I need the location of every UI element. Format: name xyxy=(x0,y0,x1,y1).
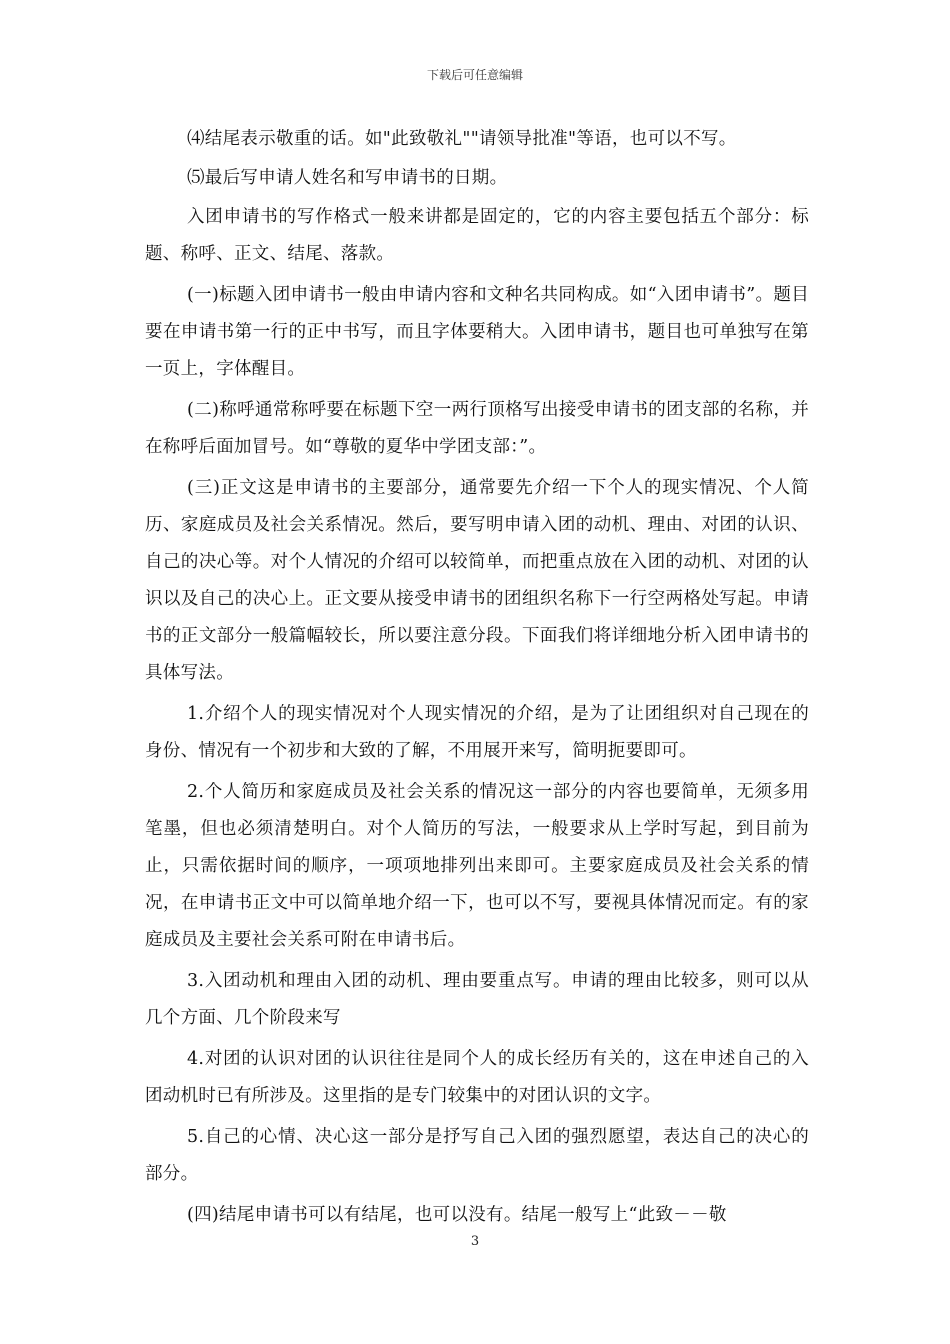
paragraph-point-4: 4.对团的认识对团的认识往往是同个人的成长经历有关的，这在申述自己的入团动机时已有所涉及。这里指的是专门较集中的对团认识的文字。 xyxy=(145,1049,809,1106)
paragraph-signature-date: ⑸最后写申请人姓名和写申请书的日期。 xyxy=(187,168,508,188)
paragraph-point-2: 2.个人简历和家庭成员及社会关系的情况这一部分的内容也要简单，无须多用笔墨，但也必须清楚明白。对个人简历的写法，一般要求从上学时写起，到目前为止，只需依据时间的顺序，一项项地排列出来即可。主要家庭成员及社会关系的情况，在申请书正文中可以简单地介绍一下，也可以不写，要视具体情况而定。有的家庭成员及主要社会关系可附在申请书后。 xyxy=(145,782,809,950)
paragraph-ending-section: (四)结尾申请书可以有结尾，也可以没有。结尾一般写上“此致－－敬 xyxy=(187,1205,727,1225)
document-body xyxy=(145,121,809,1238)
paragraph-point-3: 3.入团动机和理由入团的动机、理由要重点写。申请的理由比较多，则可以从几个方面、几个阶段来写 xyxy=(145,971,809,1028)
page-number: 3 xyxy=(470,1234,480,1249)
paragraph-format-overview: 入团申请书的写作格式一般来讲都是固定的，它的内容主要包括五个部分：标题、称呼、正文、结尾、落款。 xyxy=(145,207,809,264)
paragraph-salutation-section: (二)称呼通常称呼要在标题下空一两行顶格写出接受申请书的团支部的名称，并在称呼后面加冒号。如“尊敬的夏华中学团支部：”。 xyxy=(145,400,809,457)
paragraph-closing-remarks: ⑷结尾表示敬重的话。如"此致敬礼""请领导批准"等语，也可以不写。 xyxy=(187,129,737,149)
paragraph-point-5: 5.自己的心情、决心这一部分是抒写自己入团的强烈愿望，表达自己的决心的部分。 xyxy=(145,1127,809,1184)
page-header: 下载后可任意编辑 xyxy=(426,68,523,82)
paragraph-point-1: 1.介绍个人的现实情况对个人现实情况的介绍，是为了让团组织对自己现在的身份、情况有一个初步和大致的了解，不用展开来写，简明扼要即可。 xyxy=(145,704,809,761)
paragraph-body-section: (三)正文这是申请书的主要部分，通常要先介绍一下个人的现实情况、个人简历、家庭成员及社会关系情况。然后，要写明申请入团的动机、理由、对团的认识、自己的决心等。对个人情况的介绍可以较简单，而把重点放在入团的动机、对团的认识以及自己的决心上。正文要从接受申请书的团组织名称下一行空两格处写起。申请书的正文部分一般篇幅较长，所以要注意分段。下面我们将详细地分析入团申请书的具体写法。 xyxy=(145,478,809,683)
paragraph-title-section: (一)标题入团申请书一般由申请内容和文种名共同构成。如“入团申请书”。题目要在申请书第一行的正中书写，而且字体要稍大。入团申请书，题目也可单独写在第一页上，字体醒目。 xyxy=(145,285,809,379)
